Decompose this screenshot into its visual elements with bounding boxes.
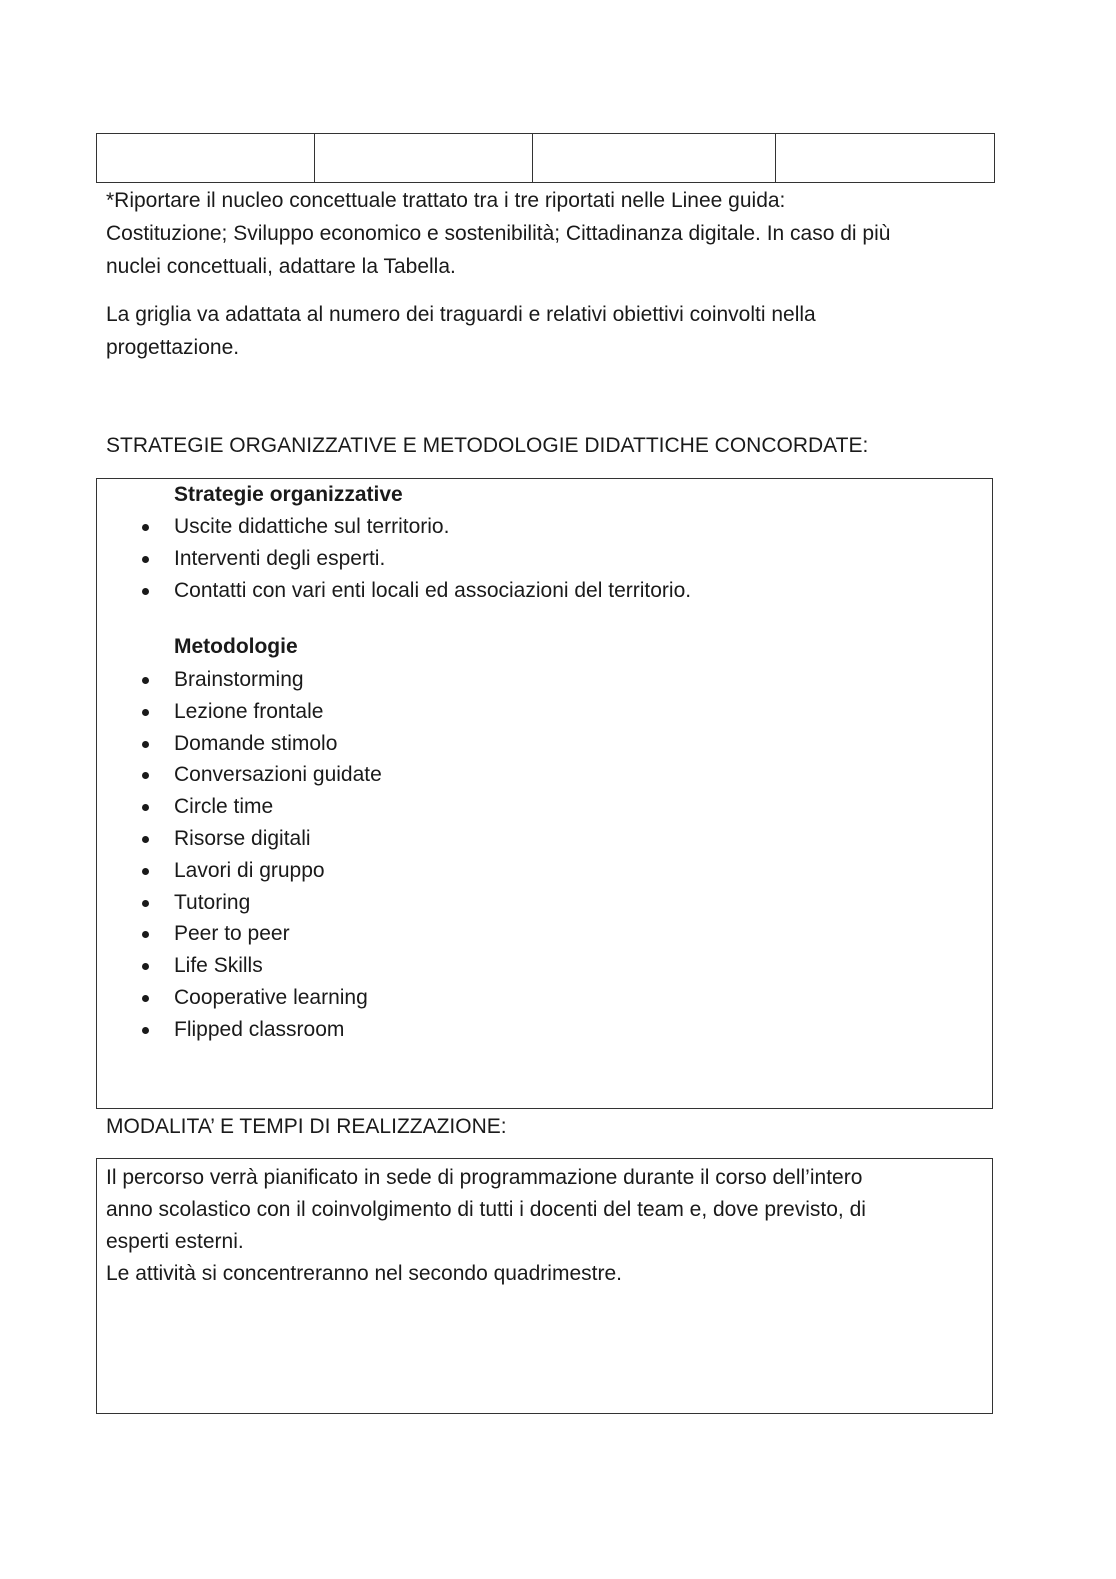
list-item bbox=[97, 855, 382, 887]
bullet-icon bbox=[142, 556, 149, 563]
list-item bbox=[97, 543, 691, 575]
modalities-text bbox=[106, 1162, 986, 1290]
empty-table bbox=[96, 133, 995, 183]
list-item bbox=[97, 887, 382, 919]
list-item-label: Interventi degli esperti. bbox=[174, 546, 386, 570]
methodologies-list bbox=[97, 664, 382, 1046]
footnote-line: *Riportare il nucleo concettuale trattato tra i tre riportati nelle Linee guida: bbox=[106, 189, 786, 212]
list-item-label: Life Skills bbox=[174, 954, 263, 978]
list-item-label: Conversazioni guidate bbox=[174, 763, 382, 787]
list-item-label: Cooperative learning bbox=[174, 985, 368, 1009]
bullet-icon bbox=[142, 804, 149, 811]
list-item bbox=[97, 918, 382, 950]
bullet-icon bbox=[142, 995, 149, 1002]
table-cell bbox=[315, 134, 533, 183]
list-item-label: Peer to peer bbox=[174, 922, 290, 946]
bullet-icon bbox=[142, 868, 149, 875]
list-item-label: Contatti con vari enti locali ed associazioni del territorio. bbox=[174, 578, 692, 602]
bullet-icon bbox=[142, 963, 149, 970]
grid-note bbox=[106, 298, 986, 364]
list-item bbox=[97, 950, 382, 982]
strategies-box bbox=[96, 478, 993, 1109]
bullet-icon bbox=[142, 588, 149, 595]
table-cell bbox=[776, 134, 995, 183]
bullet-icon bbox=[142, 1027, 149, 1034]
list-item bbox=[97, 1014, 382, 1046]
bullet-icon bbox=[142, 931, 149, 938]
list-item bbox=[97, 664, 382, 696]
modalities-line: anno scolastico con il coinvolgimento di tutti i docenti del team e, dove previsto, di bbox=[106, 1198, 866, 1221]
modalities-line: esperti esterni. bbox=[106, 1230, 244, 1253]
modalities-line: Le attività si concentreranno nel secondo quadrimestre. bbox=[106, 1262, 622, 1285]
bullet-icon bbox=[142, 741, 149, 748]
list-item-label: Lavori di gruppo bbox=[174, 858, 325, 882]
footnote bbox=[106, 184, 996, 283]
list-item bbox=[97, 511, 691, 543]
list-item bbox=[97, 728, 382, 760]
org-strategies-title: Strategie organizzative bbox=[174, 483, 403, 506]
list-item bbox=[97, 791, 382, 823]
list-item-label: Domande stimolo bbox=[174, 731, 338, 755]
list-item-label: Brainstorming bbox=[174, 668, 304, 691]
bullet-icon bbox=[142, 677, 149, 684]
list-item bbox=[97, 823, 382, 855]
grid-note-line: La griglia va adattata al numero dei traguardi e relativi obiettivi coinvolti nella bbox=[106, 303, 816, 326]
list-item-label: Risorse digitali bbox=[174, 826, 311, 850]
modalities-box bbox=[96, 1158, 993, 1414]
table-cell bbox=[97, 134, 315, 183]
modalities-line: Il percorso verrà pianificato in sede di programmazione durante il corso dell’intero bbox=[106, 1166, 863, 1189]
list-item bbox=[97, 696, 382, 728]
list-item-label: Lezione frontale bbox=[174, 699, 324, 723]
table-cell bbox=[533, 134, 776, 183]
list-item-label: Uscite didattiche sul territorio. bbox=[174, 515, 450, 538]
bullet-icon bbox=[142, 836, 149, 843]
grid-note-line: progettazione. bbox=[106, 336, 240, 359]
footnote-line: nuclei concettuali, adattare la Tabella. bbox=[106, 255, 456, 278]
list-item bbox=[97, 982, 382, 1014]
bullet-icon bbox=[142, 709, 149, 716]
bullet-icon bbox=[142, 900, 149, 907]
bullet-icon bbox=[142, 524, 149, 531]
list-item-label: Tutoring bbox=[174, 890, 251, 914]
table-row bbox=[97, 134, 995, 183]
org-strategies-list bbox=[97, 511, 691, 606]
bullet-icon bbox=[142, 772, 149, 779]
strategies-heading: STRATEGIE ORGANIZZATIVE E METODOLOGIE DIDATTICHE CONCORDATE: bbox=[106, 434, 869, 457]
list-item-label: Circle time bbox=[174, 795, 274, 819]
list-item bbox=[97, 759, 382, 791]
list-item-label: Flipped classroom bbox=[174, 1017, 345, 1041]
footnote-line: Costituzione; Sviluppo economico e sostenibilità; Cittadinanza digitale. In caso di più bbox=[106, 222, 891, 245]
list-item bbox=[97, 575, 691, 607]
methodologies-title: Metodologie bbox=[174, 635, 298, 658]
modalities-heading: MODALITA’ E TEMPI DI REALIZZAZIONE: bbox=[106, 1115, 507, 1138]
